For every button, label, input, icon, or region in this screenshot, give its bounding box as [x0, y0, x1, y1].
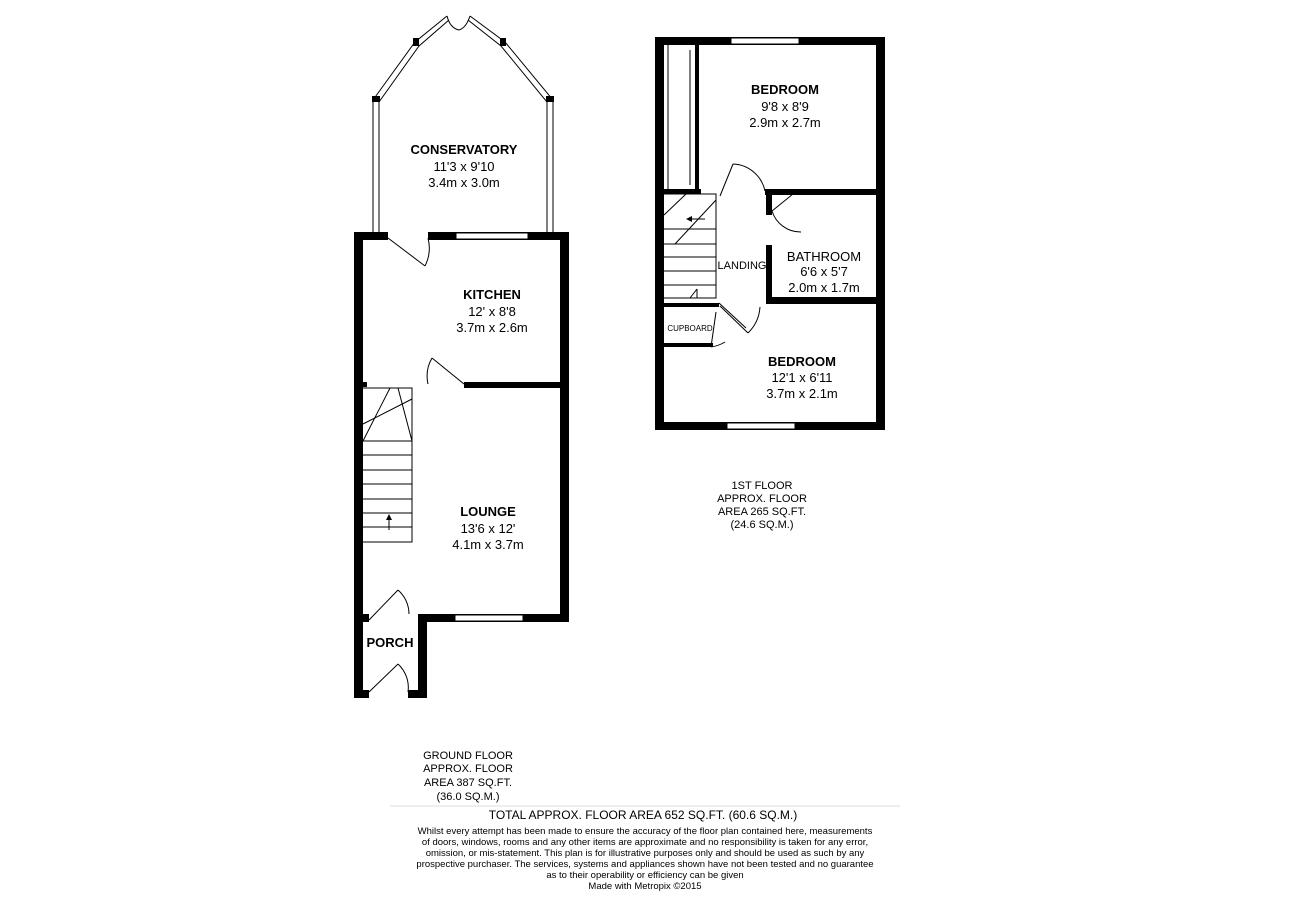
- ground-floor-stairs: [363, 388, 412, 542]
- kitchen-window: [456, 233, 528, 239]
- conservatory-metric: 3.4m x 3.0m: [428, 175, 500, 190]
- bedroom1-imperial: 9'8 x 8'9: [761, 99, 809, 114]
- bedroom1-name: BEDROOM: [751, 82, 819, 97]
- kitchen-metric: 3.7m x 2.6m: [456, 320, 528, 335]
- lounge-metric: 4.1m x 3.7m: [452, 537, 524, 552]
- first-floor-area-sqft: AREA 265 SQ.FT.: [717, 506, 807, 518]
- stairs-down-arrow-icon: [686, 216, 692, 222]
- bedroom2-window: [727, 423, 795, 429]
- bedroom2-metric: 3.7m x 2.1m: [766, 386, 838, 401]
- lounge-name: LOUNGE: [460, 504, 516, 519]
- kitchen-door-swing: [388, 238, 429, 266]
- lounge-window: [455, 615, 523, 621]
- disclaimer-line-2: of doors, windows, rooms and any other items are approximate and no responsibility is taken for any error,: [421, 837, 869, 848]
- ground-floor-caption: [423, 750, 513, 803]
- porch-front-door-swing: [369, 664, 408, 692]
- ground-floor-area-sqm: (36.0 SQ.M.): [436, 791, 500, 803]
- lounge-door-swing: [427, 358, 464, 384]
- first-floor-plan: [655, 37, 885, 430]
- cupboard-door-swing: [711, 312, 725, 347]
- bedroom2-name: BEDROOM: [768, 354, 836, 369]
- ground-floor-plan: [354, 16, 569, 698]
- first-floor-area-sqm: (24.6 SQ.M.): [730, 519, 794, 531]
- kitchen-name: KITCHEN: [463, 287, 521, 302]
- conservatory-name: CONSERVATORY: [410, 142, 518, 157]
- footer: [390, 806, 900, 892]
- ground-floor-area-label: APPROX. FLOOR: [423, 763, 513, 775]
- bathroom-door-swing: [772, 194, 801, 232]
- first-floor-caption: [717, 480, 807, 531]
- lounge-imperial: 13'6 x 12': [460, 521, 516, 536]
- credit-line: Made with Metropix ©2015: [588, 881, 702, 892]
- conservatory-walls: [372, 16, 554, 234]
- first-floor-title: 1ST FLOOR: [731, 480, 793, 492]
- bedroom2-imperial: 12'1 x 6'11: [771, 370, 833, 385]
- bathroom-name: BATHROOM: [786, 249, 862, 264]
- disclaimer-line-1: Whilst every attempt has been made to ensure the accuracy of the floor plan contained here, measurements: [417, 826, 873, 837]
- total-floor-area: TOTAL APPROX. FLOOR AREA 652 SQ.FT. (60.6 SQ.M.): [488, 808, 798, 822]
- disclaimer-line-3: omission, or mis-statement. This plan is for illustrative purposes only and should be used as such by any: [425, 848, 865, 859]
- bedroom1-door-swing: [720, 164, 765, 196]
- door-jamb: [719, 303, 746, 328]
- disclaimer-line-5: as to their operability or efficiency can be given: [546, 870, 744, 881]
- ground-floor-walls: [354, 232, 569, 698]
- bedroom1-metric: 2.9m x 2.7m: [749, 115, 821, 130]
- porch-name: PORCH: [366, 635, 414, 650]
- bathroom-imperial: 6'6 x 5'7: [800, 264, 848, 279]
- first-floor-stairs: [664, 194, 716, 298]
- bathroom-metric: 2.0m x 1.7m: [788, 280, 860, 295]
- kitchen-imperial: 12' x 8'8: [468, 304, 516, 319]
- porch-inner-door-swing: [369, 590, 409, 620]
- stairs-up-arrow-icon: [386, 514, 392, 520]
- ground-floor-area-sqft: AREA 387 SQ.FT.: [423, 777, 513, 789]
- conservatory-imperial: 11'3 x 9'10: [433, 159, 495, 174]
- bedroom1-window: [731, 38, 799, 44]
- first-floor-area-label: APPROX. FLOOR: [717, 493, 807, 505]
- landing-name: LANDING: [717, 260, 767, 272]
- ground-floor-title: GROUND FLOOR: [423, 750, 513, 762]
- disclaimer-line-4: prospective purchaser. The services, systems and appliances shown have not been tested and no guarantee: [416, 859, 874, 870]
- cupboard-name: CUPBOARD: [667, 324, 713, 333]
